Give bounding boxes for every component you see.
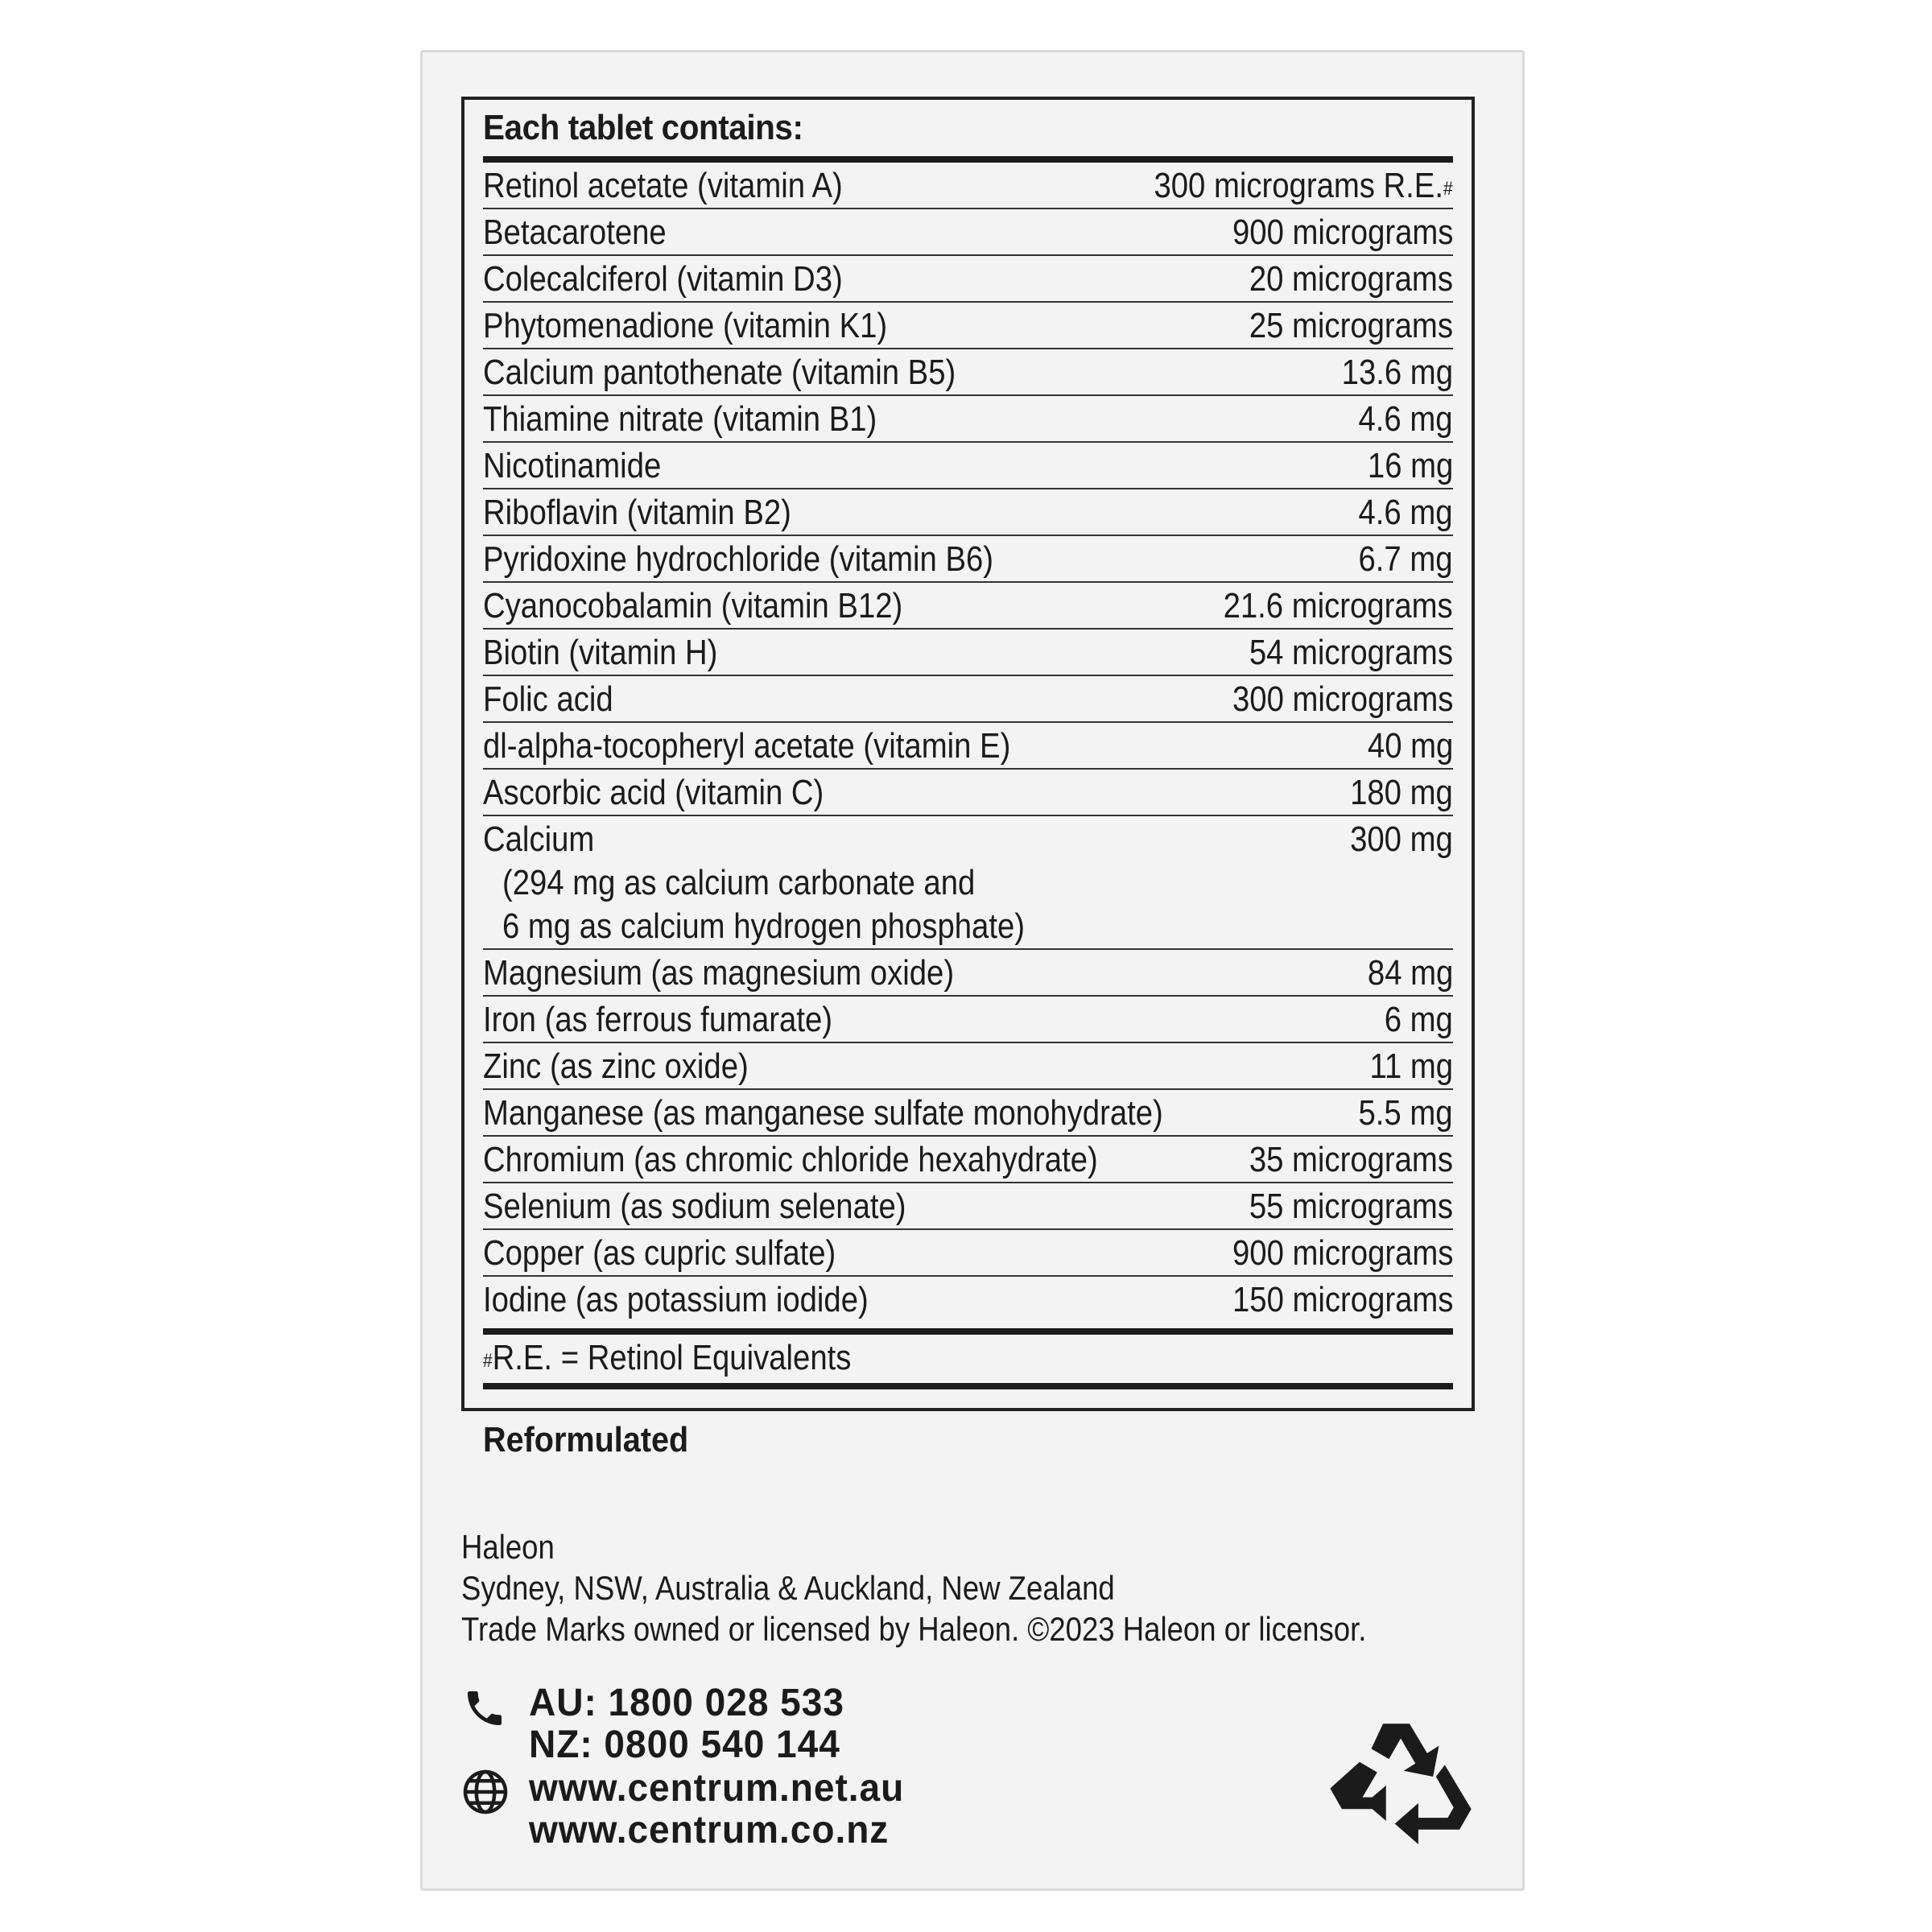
- ingredient-amount: 180 mg: [1350, 773, 1453, 812]
- ingredient-row: [483, 396, 1453, 443]
- table-bottom-rule: [483, 1328, 1453, 1335]
- company-name: Haleon: [461, 1528, 555, 1566]
- ingredient-amount: 900 micrograms: [1232, 1233, 1453, 1273]
- ingredient-name: Pyridoxine hydrochloride (vitamin B6): [483, 539, 994, 579]
- footnote: #R.E. = Retinol Equivalents: [483, 1338, 852, 1377]
- ingredient-name: Betacarotene: [483, 213, 667, 252]
- ingredient-amount: 150 micrograms: [1232, 1280, 1453, 1319]
- ingredients-title: Each tablet contains:: [483, 108, 803, 147]
- ingredient-name: Copper (as cupric sulfate): [483, 1233, 836, 1273]
- ingredient-row: [483, 536, 1453, 583]
- website-au-link[interactable]: www.centrum.net.au: [529, 1767, 905, 1810]
- ingredient-amount: 6 mg: [1384, 1000, 1453, 1039]
- ingredient-row: [483, 583, 1453, 630]
- recycle-icon: [1327, 1718, 1475, 1853]
- company-location: Sydney, NSW, Australia & Auckland, New Zealand: [461, 1569, 1115, 1607]
- ingredient-name: Folic acid: [483, 679, 613, 719]
- ingredient-row: [483, 1183, 1453, 1230]
- ingredient-row: [483, 723, 1453, 770]
- ingredient-name: Riboflavin (vitamin B2): [483, 493, 791, 532]
- ingredient-amount: 13.6 mg: [1341, 353, 1453, 392]
- ingredient-name: Thiamine nitrate (vitamin B1): [483, 399, 877, 439]
- ingredient-name: Iodine (as potassium iodide): [483, 1280, 869, 1319]
- ingredient-row: [483, 1137, 1453, 1183]
- ingredient-name: Nicotinamide: [483, 446, 662, 485]
- ingredient-name: Cyanocobalamin (vitamin B12): [483, 586, 903, 625]
- reformulated-label: Reformulated: [483, 1420, 689, 1459]
- ingredient-amount: 300 mg: [1350, 819, 1453, 859]
- ingredient-name: Biotin (vitamin H): [483, 633, 718, 672]
- ingredient-amount: 300 micrograms: [1232, 679, 1453, 719]
- ingredient-name: Chromium (as chromic chloride hexahydrate): [483, 1140, 1098, 1179]
- ingredient-row: [483, 303, 1453, 349]
- ingredient-row: [483, 770, 1453, 816]
- title-rule: [483, 156, 1453, 163]
- ingredient-amount: 6.7 mg: [1358, 539, 1453, 579]
- ingredient-row: [483, 256, 1453, 303]
- ingredient-name: Magnesium (as magnesium oxide): [483, 953, 955, 993]
- ingredient-name: Manganese (as manganese sulfate monohydrate): [483, 1093, 1163, 1133]
- ingredient-row: [483, 630, 1453, 676]
- ingredient-amount: 300 micrograms R.E.#: [1154, 166, 1453, 205]
- ingredient-row: [483, 1230, 1453, 1277]
- ingredient-amount: 84 mg: [1367, 953, 1453, 993]
- nz-phone[interactable]: NZ: 0800 540 144: [529, 1724, 840, 1766]
- ingredient-amount: 54 micrograms: [1249, 633, 1453, 672]
- company-address: [461, 1526, 1366, 1649]
- ingredient-name: Retinol acetate (vitamin A): [483, 166, 843, 205]
- ingredient-row: [483, 1277, 1453, 1323]
- ingredient-amount: 35 micrograms: [1249, 1140, 1453, 1179]
- ingredient-name: Phytomenadione (vitamin K1): [483, 306, 888, 345]
- ingredient-name: Iron (as ferrous fumarate): [483, 1000, 833, 1039]
- ingredient-amount: 20 micrograms: [1249, 259, 1453, 299]
- ingredient-amount: 11 mg: [1369, 1046, 1453, 1086]
- ingredient-name: Selenium (as sodium selenate): [483, 1187, 906, 1226]
- au-phone[interactable]: AU: 1800 028 533: [529, 1682, 844, 1724]
- ingredient-name: Colecalciferol (vitamin D3): [483, 259, 843, 299]
- ingredient-row: [483, 1090, 1453, 1137]
- ingredient-row: [483, 209, 1453, 256]
- ingredient-amount: 16 mg: [1367, 446, 1453, 485]
- ingredient-row-calcium: [483, 816, 1453, 950]
- ingredient-name: Calcium pantothenate (vitamin B5): [483, 353, 956, 392]
- phone-icon: [461, 1686, 508, 1731]
- ingredient-amount: 5.5 mg: [1358, 1093, 1453, 1133]
- ingredient-detail: 6 mg as calcium hydrogen phosphate): [502, 906, 1026, 946]
- ingredient-amount: 4.6 mg: [1358, 493, 1453, 532]
- ingredient-amount: 55 micrograms: [1249, 1187, 1453, 1226]
- ingredient-amount: 4.6 mg: [1358, 399, 1453, 439]
- footnote-rule: [483, 1383, 1453, 1389]
- ingredient-name: Calcium: [483, 819, 595, 859]
- ingredient-detail: (294 mg as calcium carbonate and: [502, 863, 976, 902]
- ingredient-name: Ascorbic acid (vitamin C): [483, 773, 824, 812]
- ingredient-row: [483, 997, 1453, 1043]
- trademark-notice: Trade Marks owned or licensed by Haleon. ©2023 Haleon or licensor.: [461, 1610, 1367, 1648]
- ingredient-name: dl-alpha-tocopheryl acetate (vitamin E): [483, 726, 1011, 766]
- ingredient-row: [483, 950, 1453, 997]
- ingredient-row: [483, 676, 1453, 723]
- website-nz-link[interactable]: www.centrum.co.nz: [529, 1809, 890, 1852]
- ingredient-row: [483, 163, 1453, 209]
- ingredient-amount: 25 micrograms: [1249, 306, 1453, 345]
- ingredient-row: [483, 489, 1453, 536]
- ingredient-row: [483, 1043, 1453, 1090]
- ingredient-amount: 900 micrograms: [1232, 213, 1453, 252]
- ingredient-amount: 21.6 micrograms: [1223, 586, 1453, 625]
- ingredient-row: [483, 443, 1453, 489]
- globe-icon: [461, 1768, 510, 1816]
- ingredient-row: [483, 349, 1453, 396]
- ingredient-amount: 40 mg: [1367, 726, 1453, 766]
- ingredient-name: Zinc (as zinc oxide): [483, 1046, 749, 1086]
